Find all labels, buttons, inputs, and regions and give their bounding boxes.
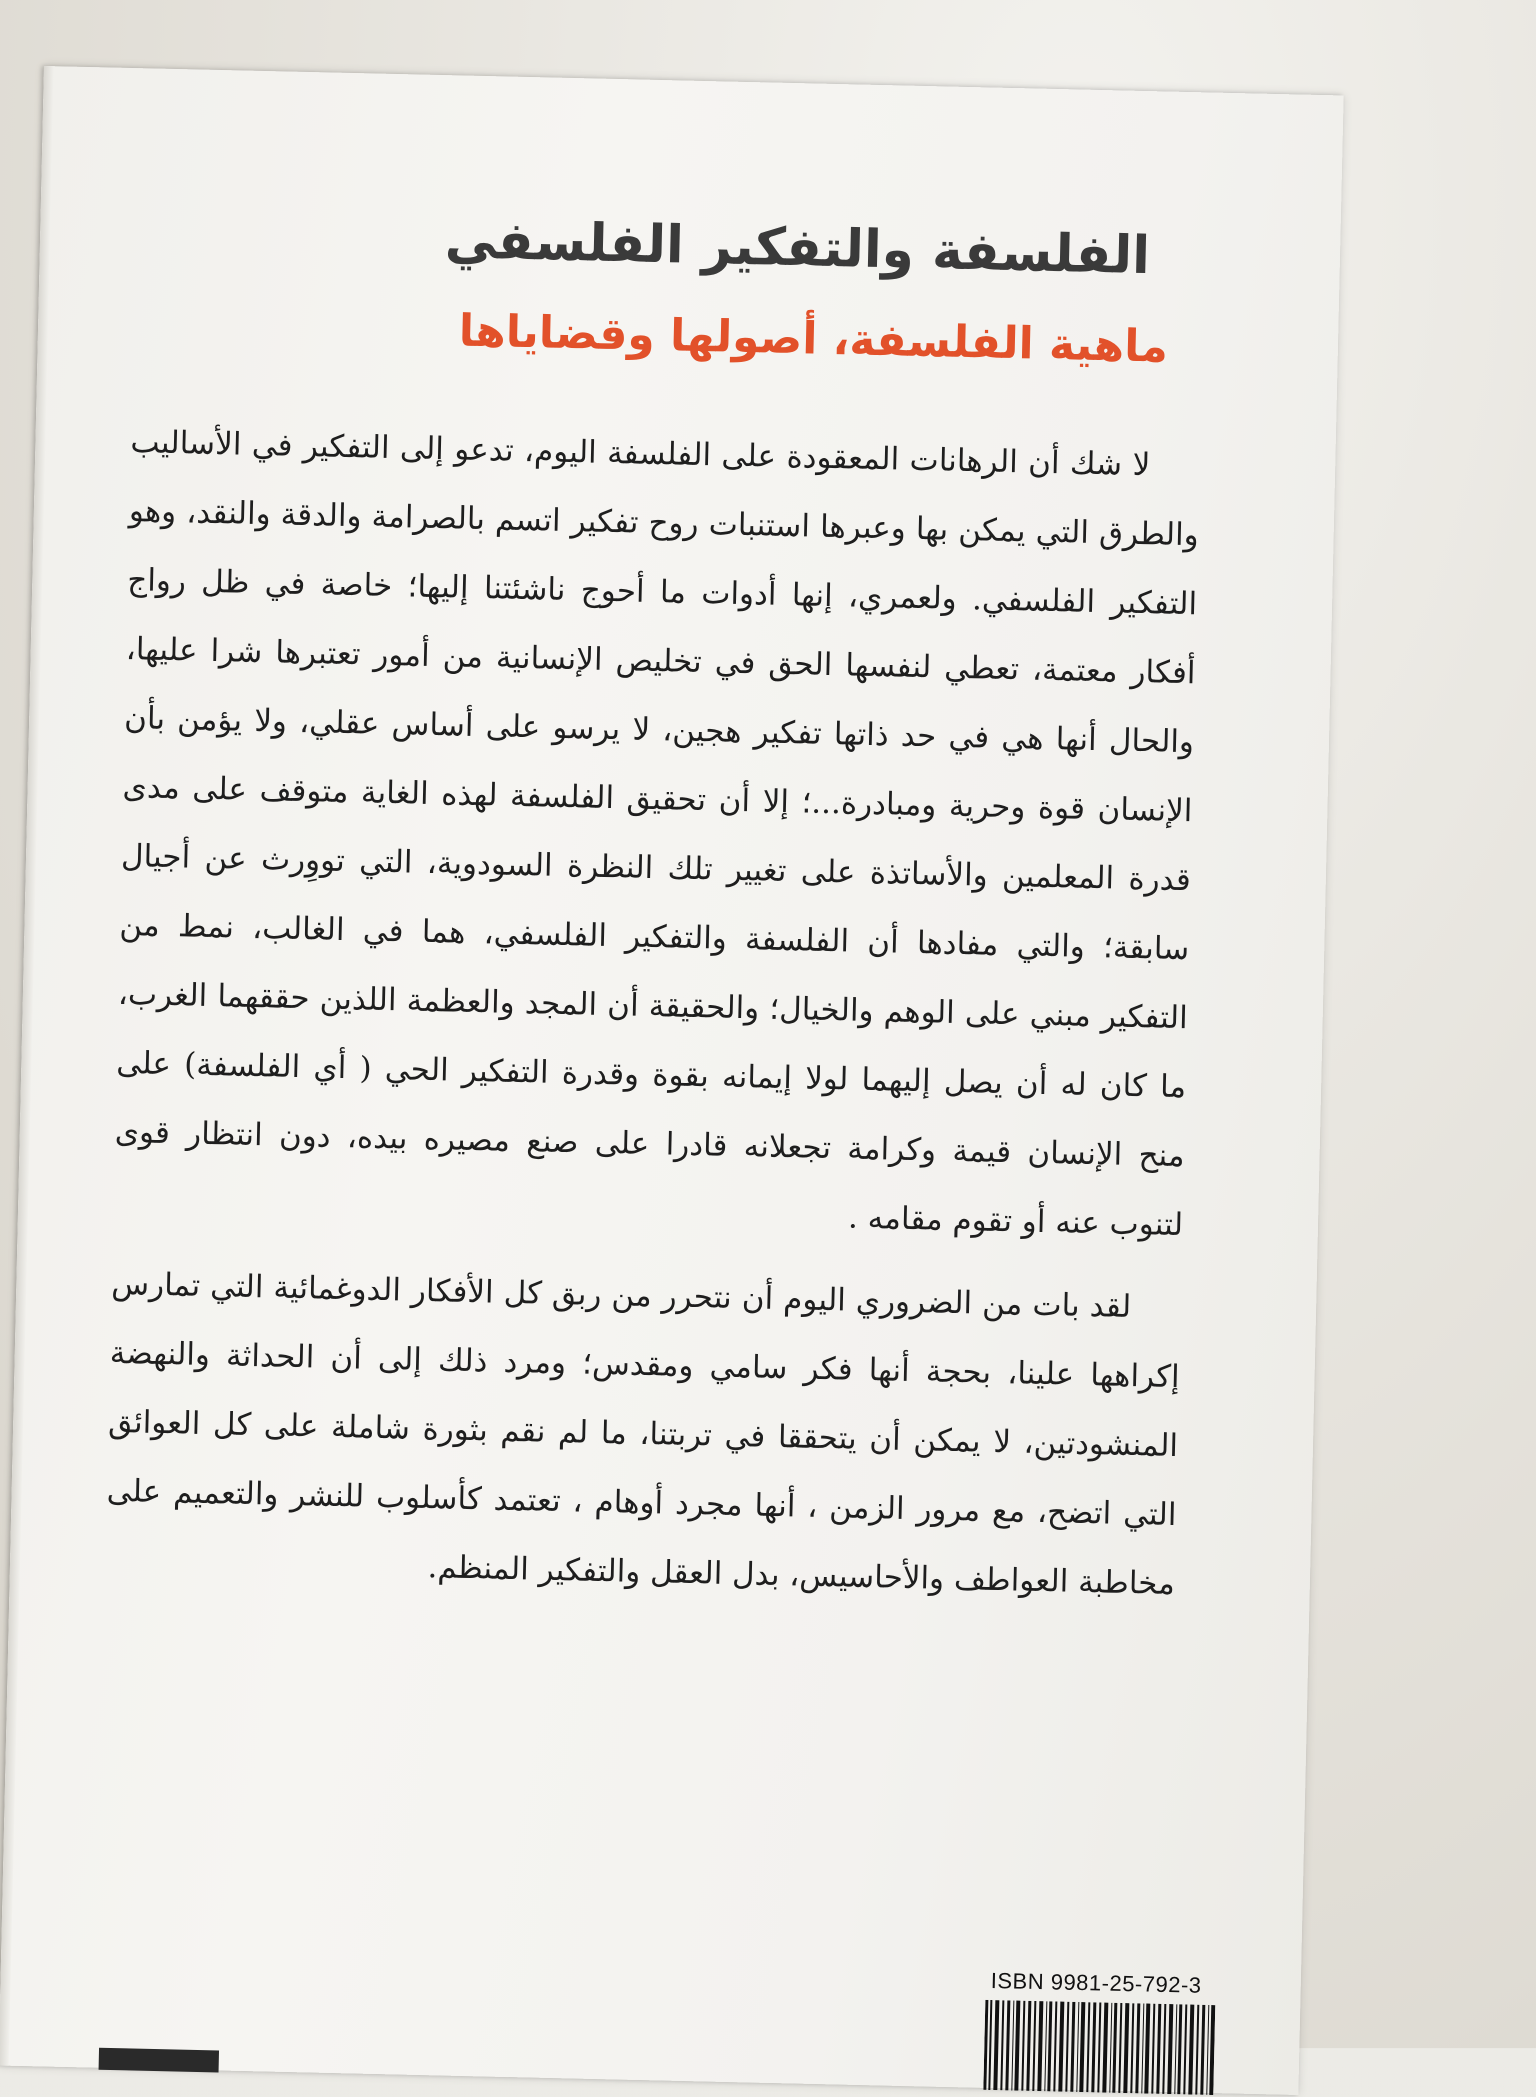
isbn-number: ISBN 9981-25-792-3: [990, 1967, 1202, 1998]
cover-dark-strip: [99, 2048, 219, 2073]
barcode-icon: [983, 2000, 1215, 2095]
blurb-text: [104, 408, 1201, 1619]
blurb-paragraph: لا شك أن الرهانات المعقودة على الفلسفة اليوم، تدعو إلى التفكير في الأساليب والطرق التي يمكن بها وعبرها استنبات روح تفكير اتسم بالصرامة والدقة والنقد، وهو التفكير الفلسفي. ولعمري، إنها أدوات ما أحوج ناشئتنا إليها؛ خاصة في ظل رواج أفكار معتمة، تعطي لنفسها الحق في تخليص الإنسانية من أمور تعتبرها شرا عليها، والحال أنها هي في حد ذاتها تفكير هجين، لا يرسو على أساس عقلي، ولا يؤمن بأن الإنسان قوة وحرية ومبادرة...؛ إلا أن تحقيق الفلسفة لهذه الغاية متوقف على مدى قدرة المعلمين والأساتذة على تغيير تلك النظرة السودوية، التي تووِرث عن أجيال سابقة؛ والتي مفادها أن الفلسفة والتفكير الفلسفي، هما في الغالب، نمط من التفكير مبني على الوهم والخيال؛ والحقيقة أن المجد والعظمة اللذين حققهما الغرب، ما كان له أن يصل إليهما لولا إيمانه بقوة وقدرة التفكير الحي ( أي الفلسفة) على منح الإنسان قيمة وكرامة تجعلانه قادرا على صنع مصيره بيده، دون انتظار قوى لتنوب عنه أو تقوم مقامه .: [114, 424, 1200, 1244]
book-back-cover: [0, 66, 1344, 2095]
book-subtitle: ماهية الفلسفة، أصولها وقضاياها: [458, 305, 1169, 373]
blurb-paragraph: لقد بات من الضروري اليوم أن نتحرر من ربق كل الأفكار الدوغمائية التي تمارس إكراهها علينا، بحجة أنها فكر سامي ومقدس؛ ومرد ذلك إلى أن الحداثة والنهضة المنشودتين، لا يمكن أن يتحققا في تربتنا، ما لم نقم بثورة شاملة على كل العوائق التي اتضح، مع مرور الزمن ، أنها مجرد أوهام ، تعتمد كأسلوب للنشر والتعميم على مخاطبة العواطف والأحاسيس، بدل العقل والتفكير المنظم.: [106, 1265, 1180, 1603]
book-title: الفلسفة والتفكير الفلسفي: [444, 210, 1151, 287]
